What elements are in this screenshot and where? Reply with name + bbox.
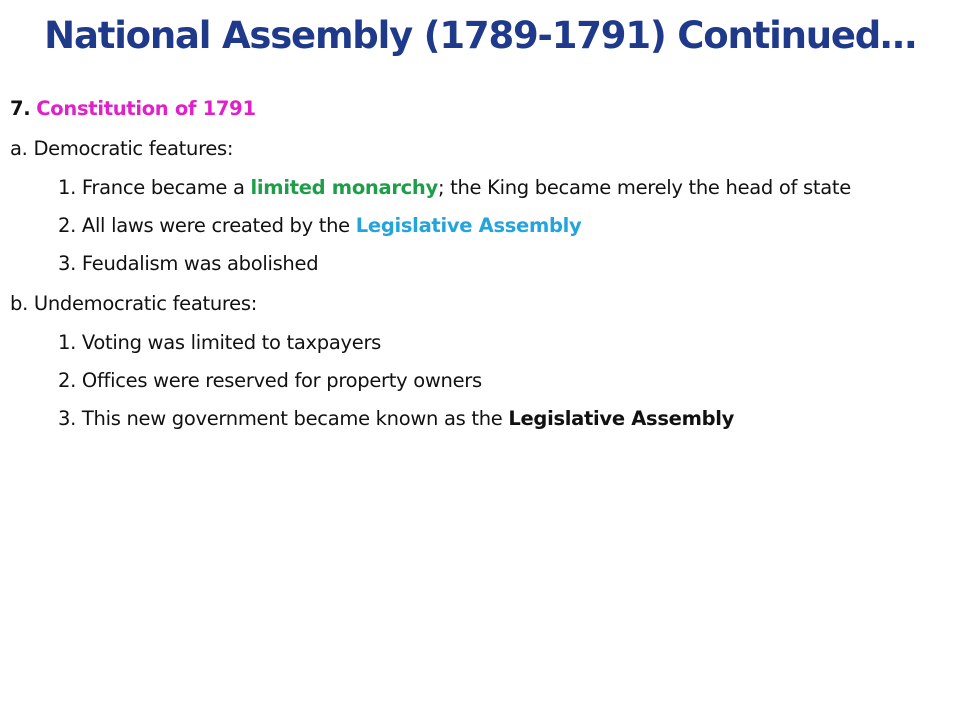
undemocratic-item-3 (58, 407, 734, 431)
undemocratic-label: b. Undemocratic features: (10, 292, 258, 315)
highlight-legislative-assembly: Legislative Assembly (355, 214, 582, 237)
democratic-item-3: 3. Feudalism was abolished (58, 252, 319, 275)
democratic-item-2 (58, 214, 581, 238)
item-text: 1. France became a (58, 176, 251, 199)
item-text: 3. This new government became known as the (58, 407, 509, 430)
heading-text: Constitution of 1791 (36, 97, 256, 120)
section-heading (10, 97, 256, 121)
item-text: ; the King became merely the head of state (437, 176, 851, 199)
democratic-label: a. Democratic features: (10, 137, 234, 160)
highlight-legislative-assembly-bold: Legislative Assembly (508, 407, 735, 430)
democratic-item-1 (58, 176, 851, 200)
item-text: 2. All laws were created by the (58, 214, 356, 237)
slide-title: National Assembly (1789-1791) Continued… (44, 14, 916, 57)
undemocratic-item-2: 2. Offices were reserved for property owners (58, 369, 482, 392)
undemocratic-item-1: 1. Voting was limited to taxpayers (58, 331, 382, 354)
highlight-limited-monarchy: limited monarchy (250, 176, 438, 199)
heading-number: 7. (10, 97, 31, 120)
